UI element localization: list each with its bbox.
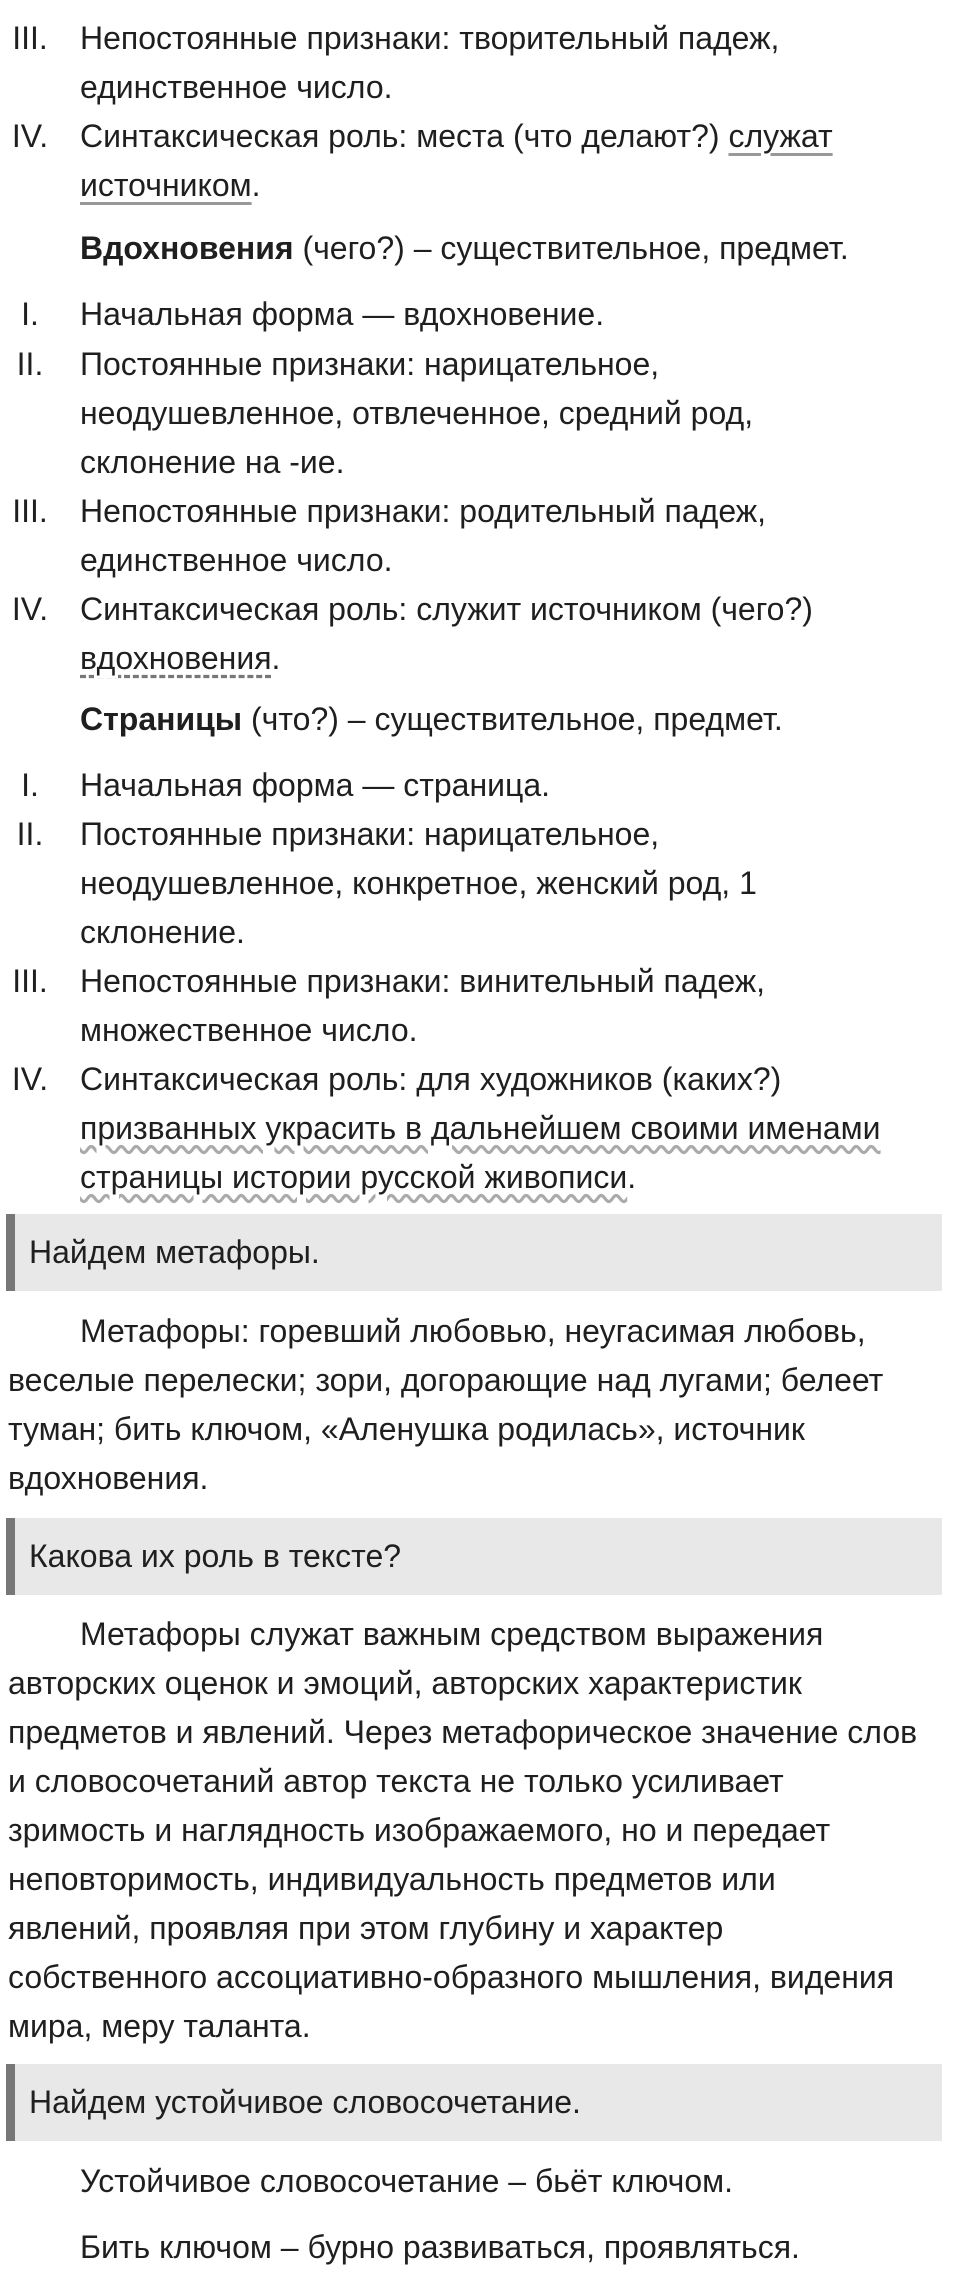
text-line: Начальная форма — вдохновение. xyxy=(80,296,605,332)
bold-word: Страницы xyxy=(80,701,243,737)
text-line: явлений, проявляя при этом глубину и характер xyxy=(8,1910,724,1946)
text-line: Непостоянные признаки: винительный падеж, xyxy=(80,963,766,999)
answer-paragraph xyxy=(8,2157,948,2206)
text-line: Непостоянные признаки: родительный падеж, xyxy=(80,493,767,529)
question-bar: Какова их роль в тексте? xyxy=(6,1518,942,1595)
answer-paragraph xyxy=(8,2223,948,2272)
underlined-fragment: источником xyxy=(80,167,252,203)
text-line: множественное число. xyxy=(80,1012,418,1048)
list-text xyxy=(80,14,940,112)
list-text xyxy=(80,957,940,1055)
answer-paragraph xyxy=(8,1610,948,2051)
underlined-fragment: служат xyxy=(728,118,833,154)
text-line: склонение на -ие. xyxy=(80,444,345,480)
text-line: неповторимость, индивидуальность предметов или xyxy=(8,1861,776,1897)
list-number: IV. xyxy=(11,118,49,154)
list-number: III. xyxy=(12,20,48,56)
question-bar: Найдем устойчивое словосочетание. xyxy=(6,2064,942,2141)
bold-word: Вдохновения xyxy=(80,230,294,266)
text-line: собственного ассоциативно-образного мышления, видения xyxy=(8,1959,895,1995)
text-line: Постоянные признаки: нарицательное, xyxy=(80,346,660,382)
heading-rest: (что?) – существительное, предмет. xyxy=(242,701,783,737)
text-line: туман; бить ключом, «Аленушка родилась», источник xyxy=(8,1411,805,1447)
text-line: Постоянные признаки: нарицательное, xyxy=(80,816,660,852)
text-fragment: . xyxy=(251,167,261,203)
text-line: зримость и наглядность изображаемого, но и передает xyxy=(8,1812,831,1848)
word-heading-vdokhnoveniya xyxy=(80,224,940,273)
text-line: Начальная форма — страница. xyxy=(80,767,551,803)
list-text xyxy=(80,340,940,487)
text-line: мира, меру таланта. xyxy=(8,2008,311,2044)
underlined-line: призванных украсить в дальнейшем своими именами xyxy=(80,1110,881,1146)
text-line: и словосочетаний автор текста не только усиливает xyxy=(8,1763,784,1799)
text-line: Синтаксическая роль: служит источником (чего?) xyxy=(80,591,813,627)
underlined-fragment: страницы истории русской живописи xyxy=(80,1159,628,1195)
list-text xyxy=(80,1055,940,1202)
text-line: единственное число. xyxy=(80,69,393,105)
list-text xyxy=(80,761,940,810)
text-fragment: Синтаксическая роль: места (что делают?) xyxy=(80,118,729,154)
underlined-fragment: вдохновения xyxy=(80,640,272,676)
list-number: I. xyxy=(21,296,39,332)
list-number: III. xyxy=(12,963,48,999)
question-bar: Найдем метафоры. xyxy=(6,1214,942,1291)
text-line: единственное число. xyxy=(80,542,393,578)
list-text xyxy=(80,810,940,957)
text-line: Бить ключом – бурно развиваться, проявляться. xyxy=(80,2229,800,2265)
list-text xyxy=(80,585,940,683)
text-line: предметов и явлений. Через метафорическое значение слов xyxy=(8,1714,918,1750)
text-line: авторских оценок и эмоций, авторских характеристик xyxy=(8,1665,802,1701)
list-number: I. xyxy=(21,767,39,803)
list-number: II. xyxy=(16,816,44,852)
list-text xyxy=(80,487,940,585)
text-fragment: . xyxy=(271,640,281,676)
text-line: неодушевленное, отвлеченное, средний род, xyxy=(80,395,754,431)
text-line: склонение. xyxy=(80,914,245,950)
text-line: Метафоры служат важным средством выражения xyxy=(80,1616,824,1652)
text-line: Устойчивое словосочетание – бьёт ключом. xyxy=(80,2163,733,2199)
list-number: III. xyxy=(12,493,48,529)
text-line: Метафоры: горевший любовью, неугасимая любовь, xyxy=(80,1313,866,1349)
list-number: IV. xyxy=(11,1061,49,1097)
text-fragment: . xyxy=(627,1159,637,1195)
text-line: неодушевленное, конкретное, женский род, 1 xyxy=(80,865,757,901)
heading-rest: (чего?) – существительное, предмет. xyxy=(293,230,849,266)
list-number: IV. xyxy=(11,591,49,627)
list-number: II. xyxy=(16,346,44,382)
text-line: вдохновения. xyxy=(8,1460,209,1496)
text-line: Синтаксическая роль: для художников (каких?) xyxy=(80,1061,782,1097)
list-text xyxy=(80,290,940,339)
answer-paragraph xyxy=(8,1307,948,1503)
text-line: веселые перелески; зори, догорающие над лугами; белеет xyxy=(8,1362,884,1398)
word-heading-stranitsy xyxy=(80,695,940,744)
list-text xyxy=(80,112,940,210)
text-line: Непостоянные признаки: творительный падеж, xyxy=(80,20,780,56)
